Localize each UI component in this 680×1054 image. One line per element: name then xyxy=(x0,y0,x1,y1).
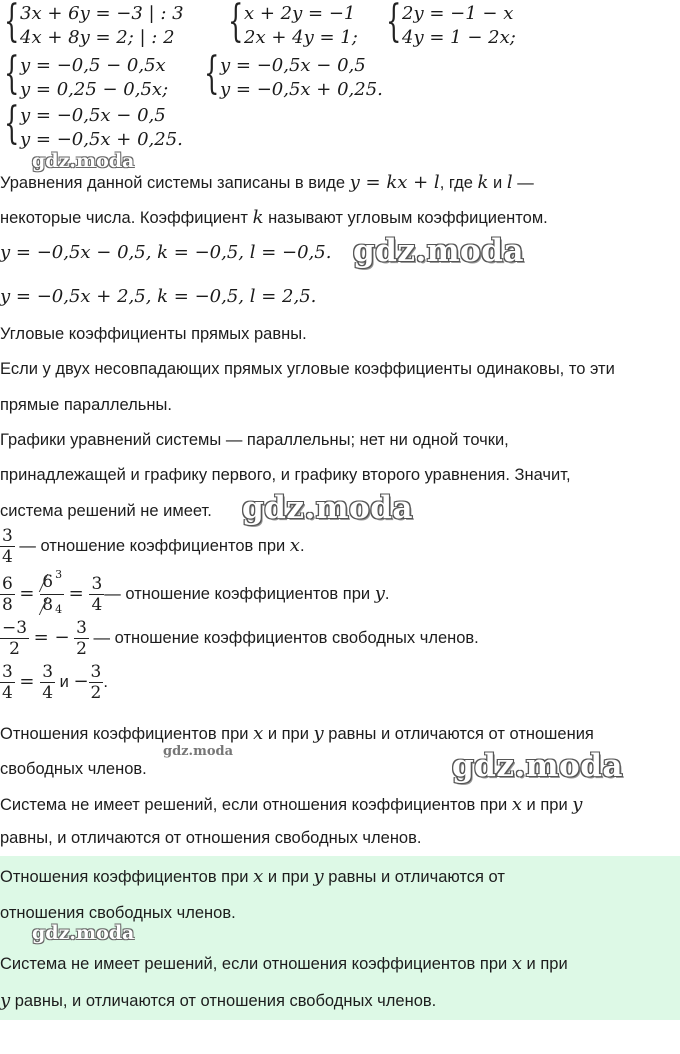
text: , где xyxy=(439,174,478,192)
text-line: Угловые коэффициенты прямых равны. xyxy=(0,325,307,343)
brace: { xyxy=(4,48,20,99)
brace: { xyxy=(4,98,20,149)
watermark-logo: gdz.moda xyxy=(32,922,135,944)
text: некоторые числа. Коэффициент xyxy=(0,209,253,227)
fraction: $\frac{3}{2}$ xyxy=(90,662,102,703)
text: — отношение коэффициентов при xyxy=(104,584,375,603)
math: x xyxy=(289,534,300,556)
equation: 4y = 1 − 2x; xyxy=(402,27,516,48)
fraction: $\frac{3}{4}$ xyxy=(2,662,13,703)
text: — отношение коэффициентов свободных членов. xyxy=(88,628,479,647)
text: равны, и отличаются от отношения свободных членов. xyxy=(10,992,437,1010)
text: и xyxy=(55,672,74,691)
watermark-logo: gdz.moda xyxy=(32,150,135,172)
math: y xyxy=(572,794,583,815)
text: Отношения коэффициентов при xyxy=(0,725,254,743)
math: y xyxy=(313,866,324,887)
watermark-logo: gdz.moda xyxy=(353,233,524,269)
math: x xyxy=(511,794,522,815)
brace: { xyxy=(386,0,402,47)
text-line xyxy=(0,723,594,744)
fraction-line-4: $\frac{3}{4}$ = $\frac{3}{4}$ и − $\frac{3}{2}$ . xyxy=(2,662,108,703)
equation: 2x + 4y = 1; xyxy=(244,27,358,48)
text-line: отношения свободных членов. xyxy=(0,904,236,922)
text: Система не имеет решений, если отношения коэффициентов при xyxy=(0,796,512,814)
system-3 xyxy=(386,2,516,50)
math: x xyxy=(253,723,264,744)
system-2 xyxy=(228,2,358,50)
equation: 4x + 8y = 2; | : 2 xyxy=(20,27,175,48)
equation: y = −0,5x − 0,5 xyxy=(20,105,166,126)
math: k xyxy=(477,172,489,193)
math: y = kx + l xyxy=(349,172,440,193)
text-line: принадлежащей и графику первого, и графику второго уравнения. Значит, xyxy=(0,466,571,484)
text: — отношение коэффициентов при xyxy=(14,536,290,555)
fraction-line-3: $\frac{-3}{2}$ = − $\frac{3}{2}$ — отношение коэффициентов свободных членов. xyxy=(2,618,479,659)
fraction: $\frac{6}{8}$ xyxy=(2,574,13,615)
equation: 3x + 6y = −3 | : 3 xyxy=(20,3,184,24)
text-line xyxy=(0,207,548,228)
fraction: $\frac{-3}{2}$ xyxy=(2,618,28,659)
text-line xyxy=(0,953,568,974)
equation: y = −0,5 − 0,5x xyxy=(20,55,166,76)
equation: x + 2y = −1 xyxy=(244,3,356,24)
math: y xyxy=(0,990,11,1011)
brace: { xyxy=(4,0,20,47)
equation: y = 0,25 − 0,5x; xyxy=(20,79,169,100)
watermark-logo: gdz.moda xyxy=(242,490,413,526)
math: k xyxy=(252,207,264,228)
system-6 xyxy=(4,98,183,152)
math: x xyxy=(253,866,264,887)
watermark-logo: gdz.moda xyxy=(452,748,623,784)
system-5 xyxy=(204,48,383,102)
text-line: система решений не имеет. xyxy=(0,502,212,520)
brace: { xyxy=(228,0,244,47)
text: равны и отличаются от xyxy=(323,868,505,886)
fraction: $\frac{3}{4}$ xyxy=(2,526,13,567)
text-line: свободных членов. xyxy=(0,760,147,778)
text-line xyxy=(0,172,534,193)
system-1 xyxy=(4,2,184,50)
fraction: $\frac{3}{4}$ xyxy=(42,662,54,703)
text: Система не имеет решений, если отношения коэффициентов при xyxy=(0,955,512,973)
text: Уравнения данной системы записаны в виде xyxy=(0,174,350,192)
text: и при xyxy=(263,868,314,886)
text-line: Графики уравнений системы — параллельны; нет ни одной точки, xyxy=(0,431,509,449)
text: Отношения коэффициентов при xyxy=(0,868,254,886)
text-line: равны, и отличаются от отношения свободных членов. xyxy=(0,829,422,847)
text-line xyxy=(0,990,436,1011)
fraction-line-2: $\frac{6}{8}$ = $\frac{6 ^3}{8 4}$ = $\frac{3}{4}$ — отношение коэффициентов при y. xyxy=(2,568,390,616)
equation: y = −0,5x + 0,25. xyxy=(20,129,183,150)
fraction-line-1: $\frac{3}{4}$ — отношение коэффициентов при x. xyxy=(2,526,305,567)
equation: y = −0,5x + 0,25. xyxy=(220,79,383,100)
text-line: Если у двух несовпадающих прямых угловые коэффициенты одинаковы, то эти xyxy=(0,360,615,378)
text: и при xyxy=(263,725,314,743)
math: x xyxy=(511,953,522,974)
text: и xyxy=(488,174,507,192)
watermark-logo: gdz.moda xyxy=(163,744,234,759)
text: — xyxy=(512,174,534,192)
equation: 2y = −1 − x xyxy=(402,3,514,24)
math: l xyxy=(506,172,513,193)
math: y xyxy=(374,582,385,604)
fraction: $\frac{3}{4}$ xyxy=(91,574,103,615)
fraction: $\frac{3}{2}$ xyxy=(76,618,87,659)
text-line xyxy=(0,794,582,815)
equation: y = −0,5x − 0,5 xyxy=(220,55,366,76)
text-line xyxy=(0,866,505,887)
fraction-reduced: $\frac{6 ^3}{8 4}$ xyxy=(42,568,63,616)
equation-line-2: y = −0,5x + 2,5, k = −0,5, l = 2,5. xyxy=(0,286,317,307)
text: равны и отличаются от отношения xyxy=(323,725,594,743)
system-4 xyxy=(4,48,169,102)
brace: { xyxy=(204,48,220,99)
text-line: прямые параллельны. xyxy=(0,396,172,414)
text: и при xyxy=(521,955,568,973)
text: и при xyxy=(521,796,573,814)
text: называют угловым коэффициентом. xyxy=(263,209,548,227)
math: y xyxy=(313,723,324,744)
equation-line-1: y = −0,5x − 0,5, k = −0,5, l = −0,5. xyxy=(0,242,332,263)
